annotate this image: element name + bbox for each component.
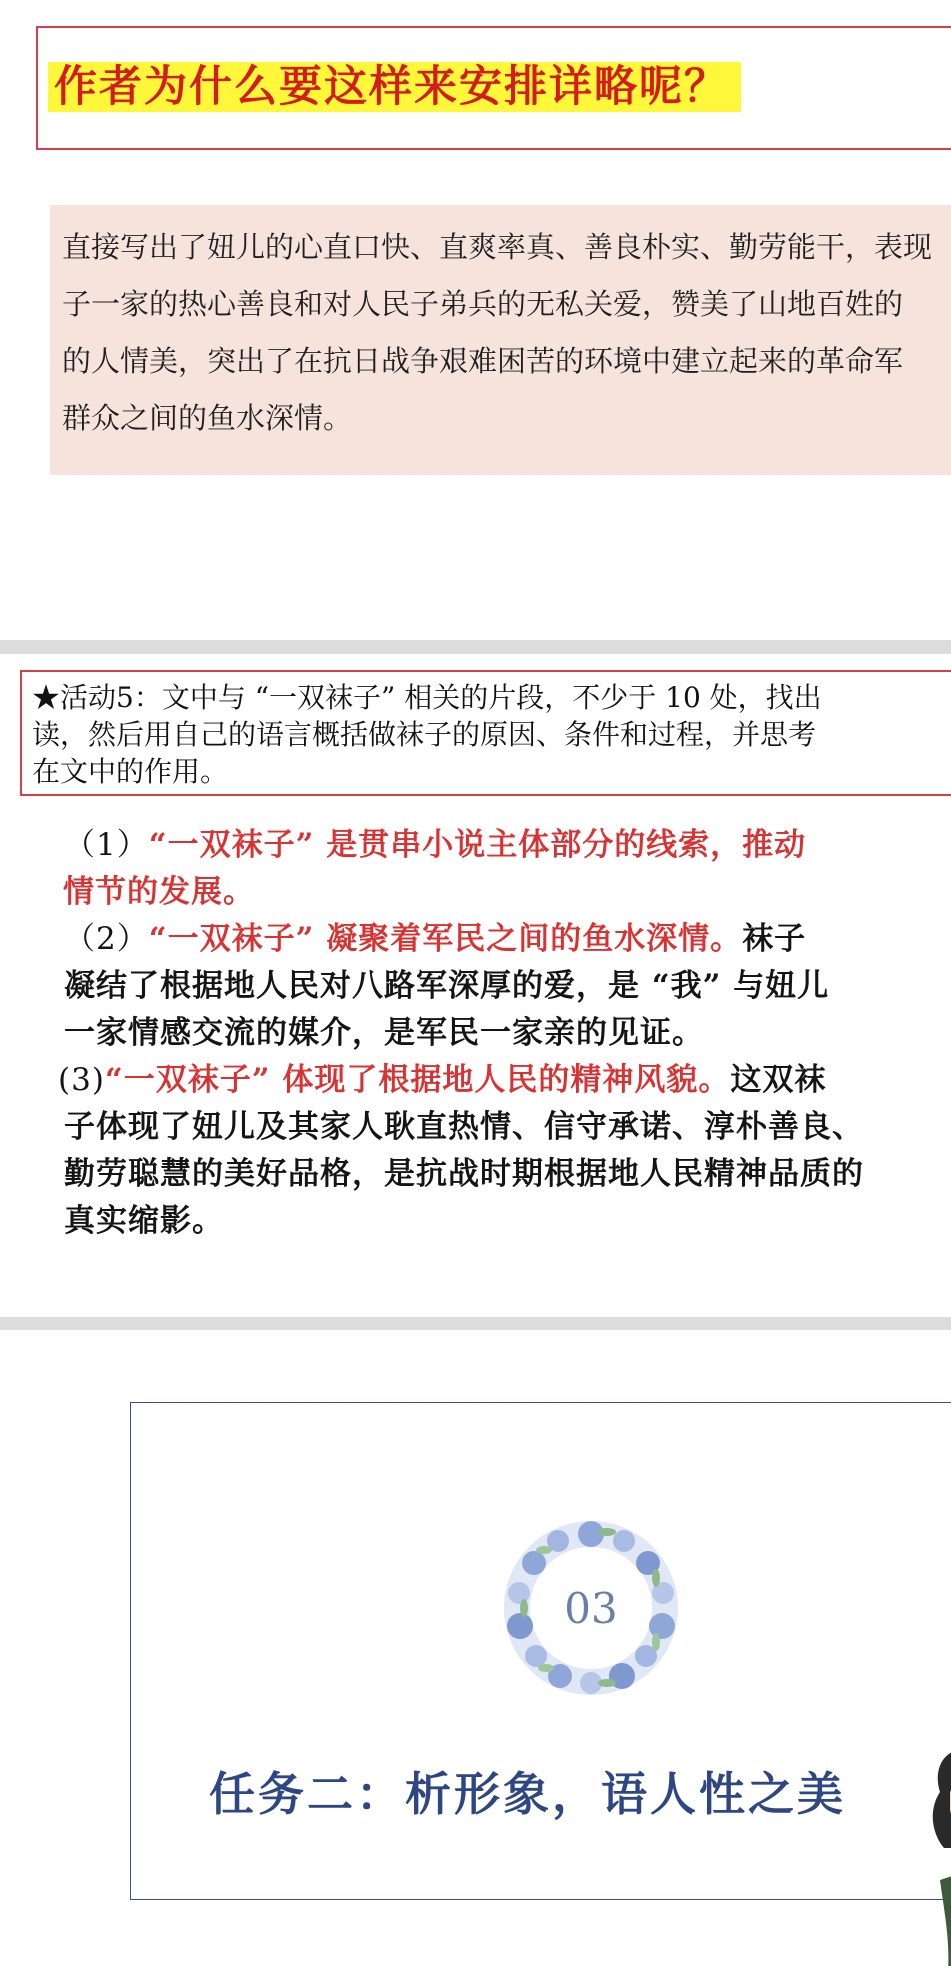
point-2-cont: 凝结了根据地人民对八路军深厚的爱，是 “我” 与妞儿 — [64, 968, 830, 1004]
point-heading: “一双袜子” 是贯串小说主体部分的线索，推动 — [148, 827, 807, 863]
point-body: 这双袜 — [730, 1062, 827, 1098]
question-box — [36, 26, 951, 150]
point-3-line — [58, 1057, 951, 1104]
point-number: (3) — [58, 1062, 105, 1098]
point-heading: “一双袜子” 体现了根据地人民的精神风貌。 — [104, 1062, 731, 1098]
figure-illustration — [910, 1730, 951, 1966]
point-2-cont: 一家情感交流的媒介，是军民一家亲的见证。 — [64, 1015, 704, 1051]
task-title: 任务二：析形象，语人性之美 — [209, 1767, 846, 1821]
point-2-line — [64, 916, 951, 963]
activity-text — [32, 679, 951, 790]
answer-text — [62, 219, 951, 447]
answer-box — [50, 205, 951, 475]
points-list — [58, 822, 951, 1245]
point-number: （2） — [64, 921, 149, 957]
flower-wreath-icon — [476, 1508, 706, 1708]
answer-line: 直接写出了妞儿的心直口快、直爽率真、善良朴实、勤劳能干，表现 — [62, 230, 933, 264]
title-frame — [130, 1402, 951, 1900]
point-body: 袜子 — [742, 921, 807, 957]
activity-box — [20, 670, 951, 796]
slide-detail-question — [0, 0, 951, 640]
point-3-cont: 真实缩影。 — [64, 1203, 224, 1239]
activity-line: 读，然后用自己的语言概括做袜子的原因、条件和过程，并思考 — [32, 718, 817, 751]
point-number: （1） — [64, 827, 149, 863]
point-heading: “一双袜子” 凝聚着军民之间的鱼水深情。 — [148, 921, 743, 957]
activity-line: 在文中的作用。 — [32, 755, 229, 788]
slide-activity-5 — [0, 654, 951, 1317]
answer-line: 群众之间的鱼水深情。 — [62, 401, 353, 435]
activity-line: ★活动5：文中与 “一双袜子” 相关的片段，不少于 10 处，找出 — [32, 681, 822, 714]
question-title: 作者为什么要这样来安排详略呢？ — [48, 62, 741, 112]
slide-divider — [0, 640, 951, 654]
point-3-cont: 子体现了妞儿及其家人耿直热情、信守承诺、淳朴善良、 — [64, 1109, 864, 1145]
slide-task-two — [0, 1330, 951, 1966]
point-1-cont: 情节的发展。 — [63, 874, 255, 910]
answer-line: 的人情美，突出了在抗日战争艰难困苦的环境中建立起来的革命军 — [62, 344, 904, 378]
point-3-cont: 勤劳聪慧的美好品格，是抗战时期根据地人民精神品质的 — [64, 1156, 864, 1192]
slide-divider — [0, 1317, 951, 1330]
answer-line: 子一家的热心善良和对人民子弟兵的无私关爱，赞美了山地百姓的 — [62, 287, 904, 321]
section-number: 03 — [564, 1584, 618, 1633]
point-1-line — [64, 822, 951, 869]
